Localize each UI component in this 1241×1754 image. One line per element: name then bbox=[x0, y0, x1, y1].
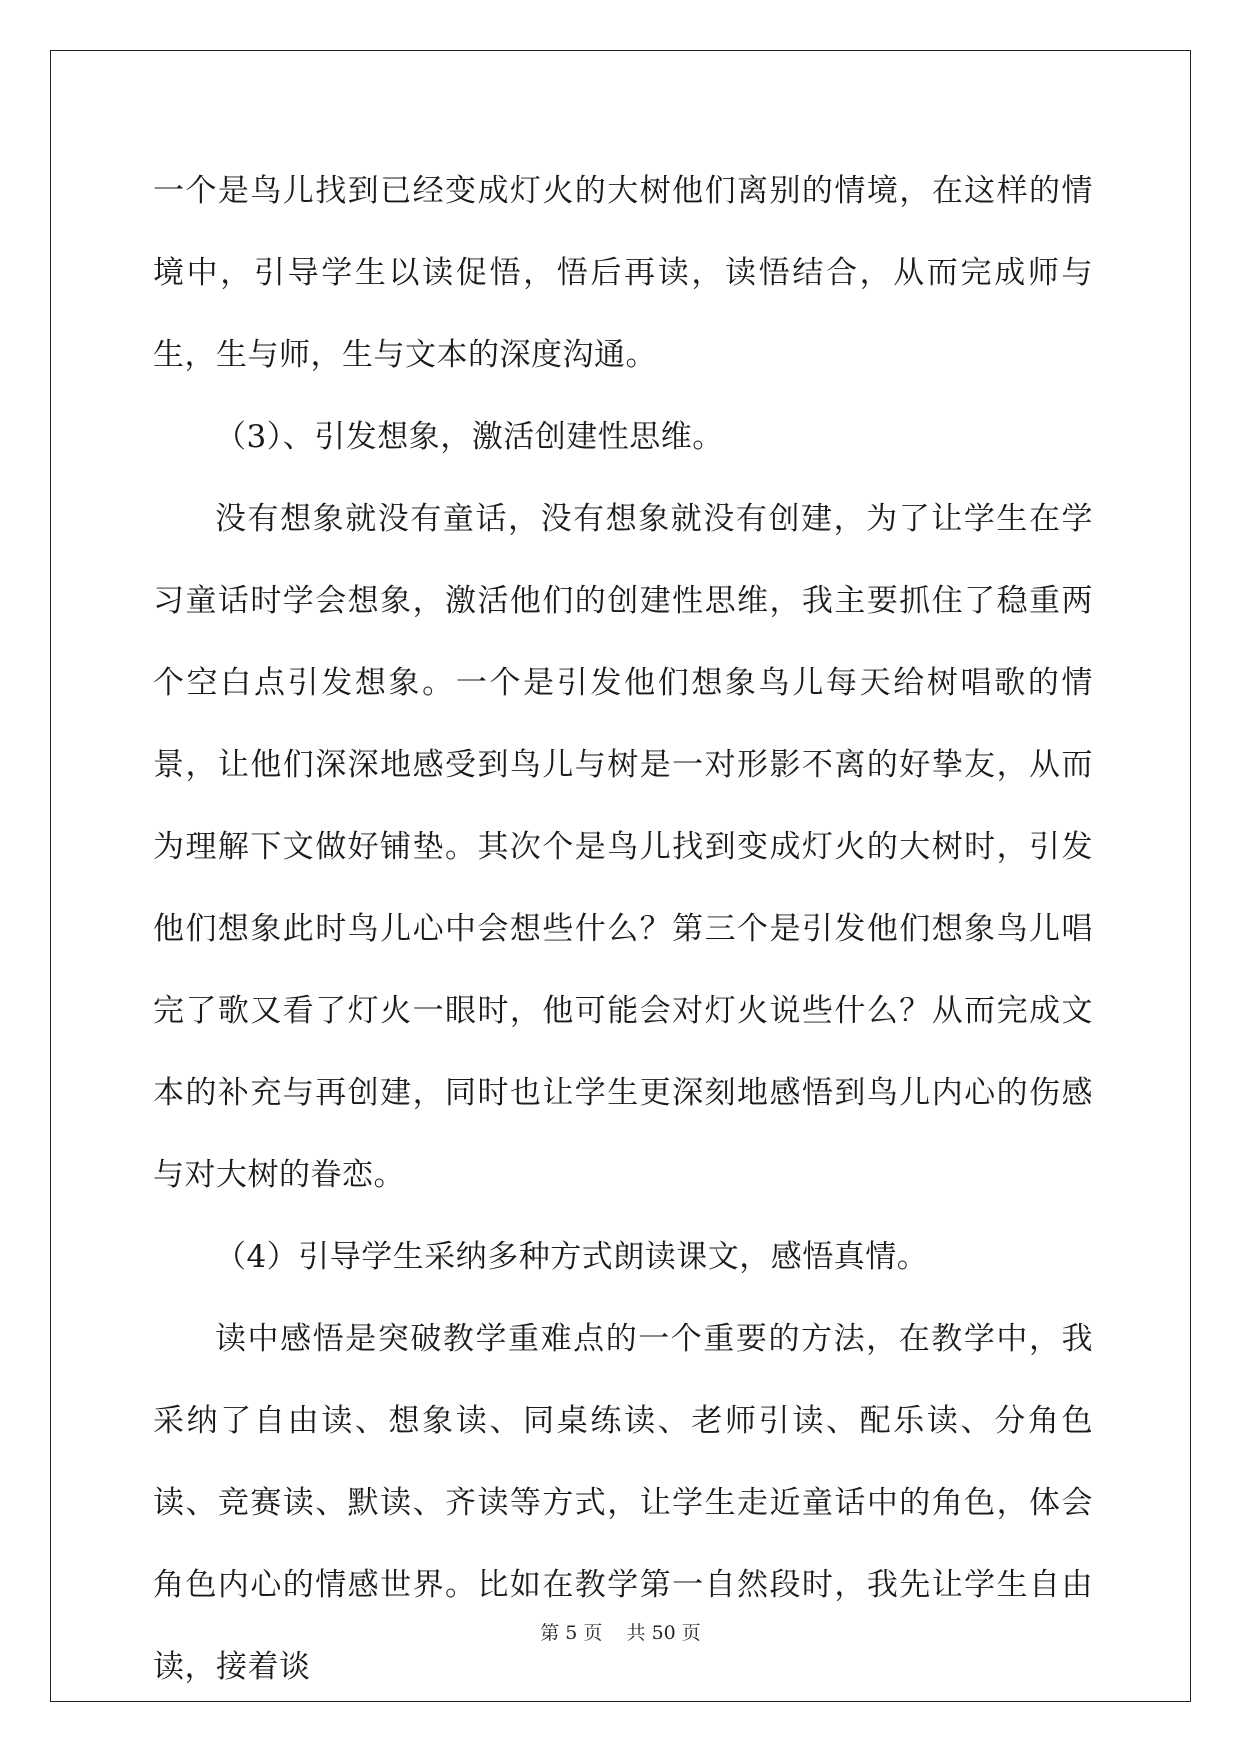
page-number: 第 5 页 共 50 页 bbox=[540, 1622, 701, 1644]
document-body bbox=[153, 150, 1093, 1708]
section-heading-3: （3）、引发想象，激活创建性思维。 bbox=[215, 419, 724, 455]
paragraph-reading-methods: 读中感悟是突破教学重难点的一个重要的方法，在教学中，我采纳了自由读、想象读、同桌练读、老师引读、配乐读、分角色读、竞赛读、默读、齐读等方式，让学生走近童话中的角色，体会角色内心的情感世界。比如在教学第一自然段时，我先让学生自由读，接着谈 bbox=[153, 1321, 1093, 1685]
paragraph-continuation: 一个是鸟儿找到已经变成灯火的大树他们离别的情境，在这样的情境中，引导学生以读促悟，悟后再读，读悟结合，从而完成师与生，生与师，生与文本的深度沟通。 bbox=[153, 173, 1093, 373]
section-heading-4: （4）引导学生采纳多种方式朗读课文，感悟真情。 bbox=[215, 1239, 929, 1275]
paragraph-imagination: 没有想象就没有童话，没有想象就没有创建，为了让学生在学习童话时学会想象，激活他们的创建性思维，我主要抓住了稳重两个空白点引发想象。一个是引发他们想象鸟儿每天给树唱歌的情景，让他们深深地感受到鸟儿与树是一对形影不离的好挚友，从而为理解下文做好铺垫。其次个是鸟儿找到变成灯火的大树时，引发他们想象此时鸟儿心中会想些什么？第三个是引发他们想象鸟儿唱完了歌又看了灯火一眼时，他可能会对灯火说些什么？从而完成文本的补充与再创建，同时也让学生更深刻地感悟到鸟儿内心的伤感与对大树的眷恋。 bbox=[153, 501, 1093, 1193]
page-footer bbox=[0, 1618, 1241, 1645]
